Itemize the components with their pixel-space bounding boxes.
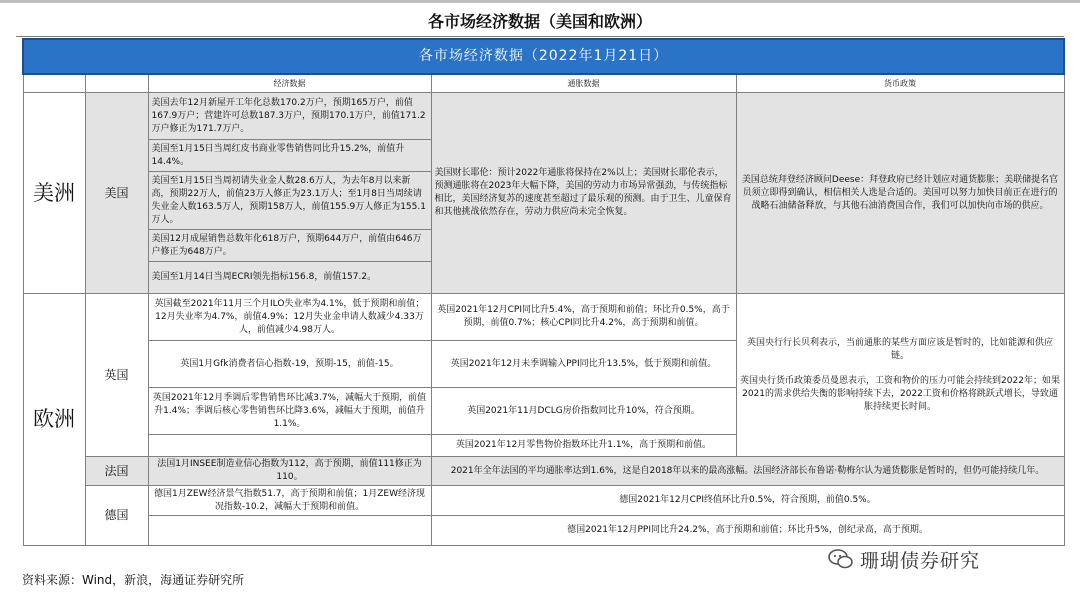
source-note: 资料来源：Wind，新浪，海通证券研究所 [22,573,245,587]
page-title: 各市场经济数据（美国和欧洲） [427,12,652,31]
country-france: 法国 [85,457,148,486]
de-economic-empty [148,516,431,546]
region-americas: 美洲 [23,93,85,294]
uk-economic-item: 英国2021年12月季调后零售销售环比减3.7%，减幅大于预期，前值升1.4%；季调后核心零售销售环比降3.6%，减幅大于预期，前值升1.1%。 [148,388,431,435]
top-rule [0,0,1080,3]
uk-economic-item: 英国1月Gfk消费者信心指数-19，预期-15，前值-15。 [148,341,431,388]
us-inflation: 美国财长耶伦：预计2022年通胀将保持在2%以上；美国财长耶伦表示，预测通胀将在2023年大幅下降，美国的劳动力市场异常强劲，与传统指标相比，美国经济复苏的速度甚至超过了最乐观的预测。由于卫生、儿童保育和其他挑战依然存在，劳动力供应尚未完全恢复。 [431,93,736,294]
watermark-logo: 珊瑚债券研究 [860,550,981,572]
uk-economic-item: 英国截至2021年11月三个月ILO失业率为4.1%，低于预期和前值；12月失业率为4.7%，前值4.9%；12月失业金申请人数减少4.33万人，前值减少4.98万人。 [148,294,431,341]
header-empty-region [23,74,85,93]
uk-monetary-item: 英国央行货币政策委员曼恩表示，工资和物价的压力可能会持续到2022年；如果2021的需求供给失衡的影响持续下去，2022工资和价格将跳跃式增长，导致通胀持续更长时间。 [740,375,1060,412]
economic-data-table [22,38,1065,546]
uk-inflation-item: 英国2021年12月未季调输入PPI同比升13.5%，低于预期和前值。 [431,341,736,388]
us-economic-item: 美国至1月15日当周红皮书商业零售销售同比升15.2%，前值升14.4%。 [148,140,431,172]
country-uk: 英国 [85,294,148,457]
uk-inflation-item: 英国2021年11月DCLG房价指数同比升10%，符合预期。 [431,388,736,435]
title-underline [16,36,1064,37]
us-economic-item: 美国12月成屋销售总数年化618万户，预期644万户，前值由646万户修正为648万户。 [148,230,431,262]
header-empty-country [85,74,148,93]
us-economic-item: 美国至1月14日当周ECRI领先指标156.8，前值157.2。 [148,262,431,294]
uk-inflation-item: 英国2021年12月CPI同比升5.4%，高于预期和前值；环比升0.5%，高于预期，前值0.7%；核心CPI同比升4.2%，高于预期和前值。 [431,294,736,341]
uk-inflation-item: 英国2021年12月零售物价指数环比升1.1%，高于预期和前值。 [431,435,736,457]
fr-inflation: 2021年全年法国的平均通胀率达到1.6%，这是自2018年以来的最高涨幅。法国经济部长布鲁诺·勒梅尔认为通货膨胀是暂时的，但仍可能持续几年。 [431,457,1064,486]
table-banner: 各市场经济数据（2022年1月21日） [23,39,1064,74]
region-europe: 欧洲 [23,294,85,546]
de-inflation-item: 德国2021年12月CPI终值环比升0.5%，符合预期，前值0.5%。 [431,486,1064,516]
us-economic-item: 美国至1月15日当周初请失业金人数28.6万人，为去年8月以来新高，预期22万人，前值23万人修正为23.1万人；至1月8日当周续请失业金人数163.5万人，预期158万人，前值155.9万人修正为155.1万人。 [148,172,431,230]
header-inflation: 通胀数据 [431,74,736,93]
de-economic: 德国1月ZEW经济景气指数51.7，高于预期和前值；1月ZEW经济现况指数-10.2，减幅大于预期和前值。 [148,486,431,516]
de-inflation-item: 德国2021年12月PPI同比升24.2%，高于预期和前值；环比升5%，创纪录高，高于预期。 [431,516,1064,546]
uk-monetary-item: 英国央行行长贝利表示，当前通胀的某些方面应该是暂时的，比如能源和供应链。 [747,337,1054,361]
us-monetary: 美国总统拜登经济顾问Deese：拜登政府已经计划应对通货膨胀；美联储提名官员须立即得到确认，相信相关人选是合适的。美国可以努力加快目前正在进行的战略石油储备释放，与其他石油消费国合作，我们可以加快向市场的供应。 [736,93,1064,294]
uk-economic-empty [148,435,431,457]
wechat-icon [828,548,854,570]
uk-monetary [736,294,1064,457]
country-us: 美国 [85,93,148,294]
country-germany: 德国 [85,486,148,546]
fr-economic: 法国1月INSEE制造业信心指数为112，高于预期，前值111修正为110。 [148,457,431,486]
header-monetary: 货币政策 [736,74,1064,93]
header-economic: 经济数据 [148,74,431,93]
us-economic-item: 美国去年12月新屋开工年化总数170.2万户，预期165万户，前值167.9万户；营建许可总数187.3万户，预期170.1万户，前值171.2万户修正为171.7万户。 [148,93,431,140]
